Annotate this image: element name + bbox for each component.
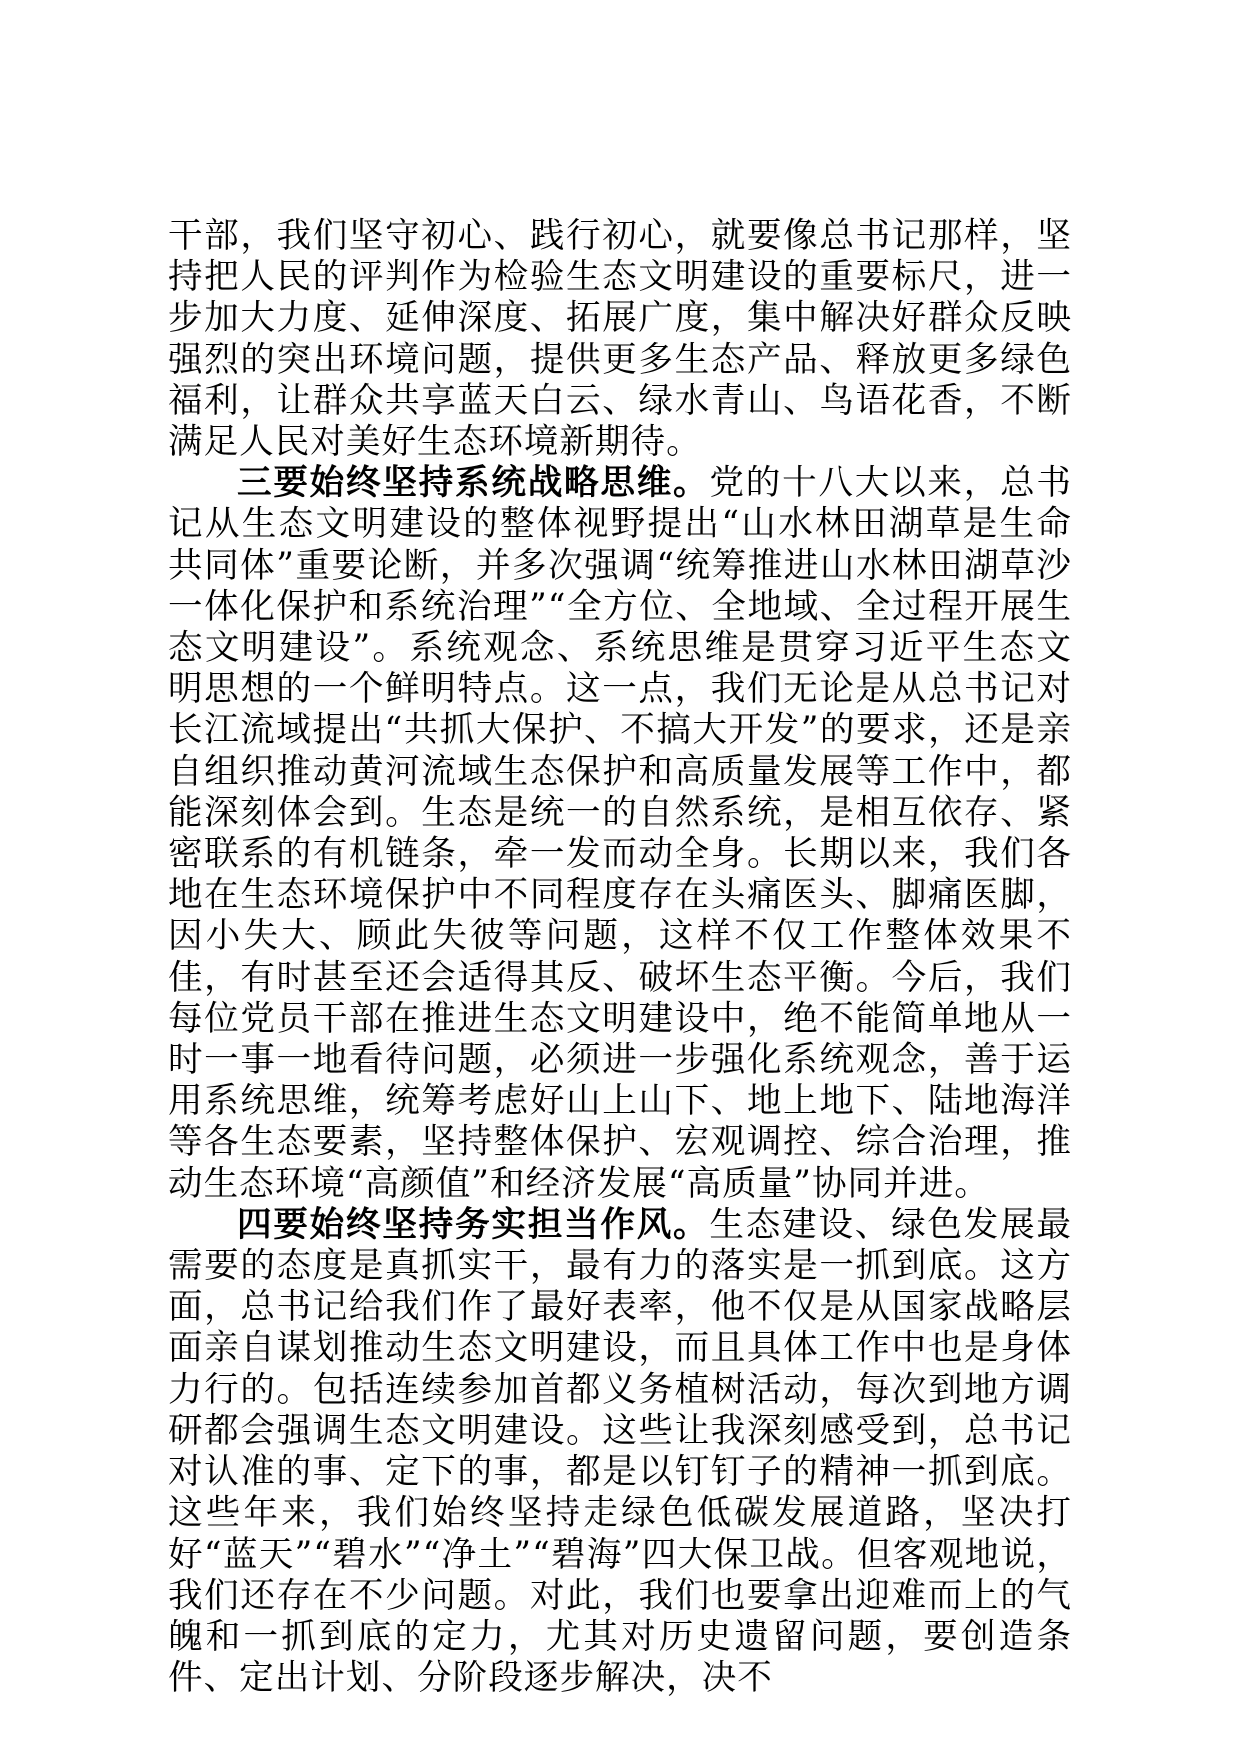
document-page	[168, 216, 1073, 1699]
paragraph-point-four	[168, 1205, 1072, 1699]
paragraph-continuation	[168, 216, 1072, 463]
paragraph-body: 干部，我们坚守初心、践行初心，就要像总书记那样，坚持把人民的评判作为检验生态文明建设的重要标尺，进一步加大力度、延伸深度、拓展广度，集中解决好群众反映强烈的突出环境问题，提供更多生态产品、释放更多绿色福利，让群众共享蓝天白云、绿水青山、鸟语花香，不断满足人民对美好生态环境新期待。	[168, 216, 1072, 463]
paragraph-body: 生态建设、绿色发展最需要的态度是真抓实干，最有力的落实是一抓到底。这方面，总书记给我们作了最好表率，他不仅是从国家战略层面亲自谋划推动生态文明建设，而且具体工作中也是身体力行的。包括连续参加首都义务植树活动，每次到地方调研都会强调生态文明建设。这些让我深刻感受到，总书记对认准的事、定下的事，都是以钉钉子的精神一抓到底。这些年来，我们始终坚持走绿色低碳发展道路，坚决打好“蓝天”“碧水”“净土”“碧海”四大保卫战。但客观地说，我们还存在不少问题。对此，我们也要拿出迎难而上的气魄和一抓到底的定力，尤其对历史遗留问题，要创造条件、定出计划、分阶段逐步解决，决不	[168, 1204, 1073, 1699]
paragraph-lead: 四要始终坚持务实担当作风。	[237, 1204, 710, 1245]
paragraph-point-three	[168, 463, 1072, 1205]
paragraph-lead: 三要始终坚持系统战略思维。	[237, 463, 710, 504]
paragraph-body: 党的十八大以来，总书记从生态文明建设的整体视野提出“山水林田湖草是生命共同体”重要论断，并多次强调“统筹推进山水林田湖草沙一体化保护和系统治理”“全方位、全地域、全过程开展生态文明建设”。系统观念、系统思维是贯穿习近平生态文明思想的一个鲜明特点。这一点，我们无论是从总书记对长江流域提出“共抓大保护、不搞大开发”的要求，还是亲自组织推动黄河流域生态保护和高质量发展等工作中，都能深刻体会到。生态是统一的自然系统，是相互依存、紧密联系的有机链条，牵一发而动全身。长期以来，我们各地在生态环境保护中不同程度存在头痛医头、脚痛医脚，因小失大、顾此失彼等问题，这样不仅工作整体效果不佳，有时甚至还会适得其反、破坏生态平衡。今后，我们每位党员干部在推进生态文明建设中，绝不能简单地从一时一事一地看待问题，必须进一步强化系统观念，善于运用系统思维，统筹考虑好山上山下、地上地下、陆地海洋等各生态要素，坚持整体保护、宏观调控、综合治理，推动生态环境“高颜值”和经济发展“高质量”协同并进。	[168, 463, 1073, 1204]
